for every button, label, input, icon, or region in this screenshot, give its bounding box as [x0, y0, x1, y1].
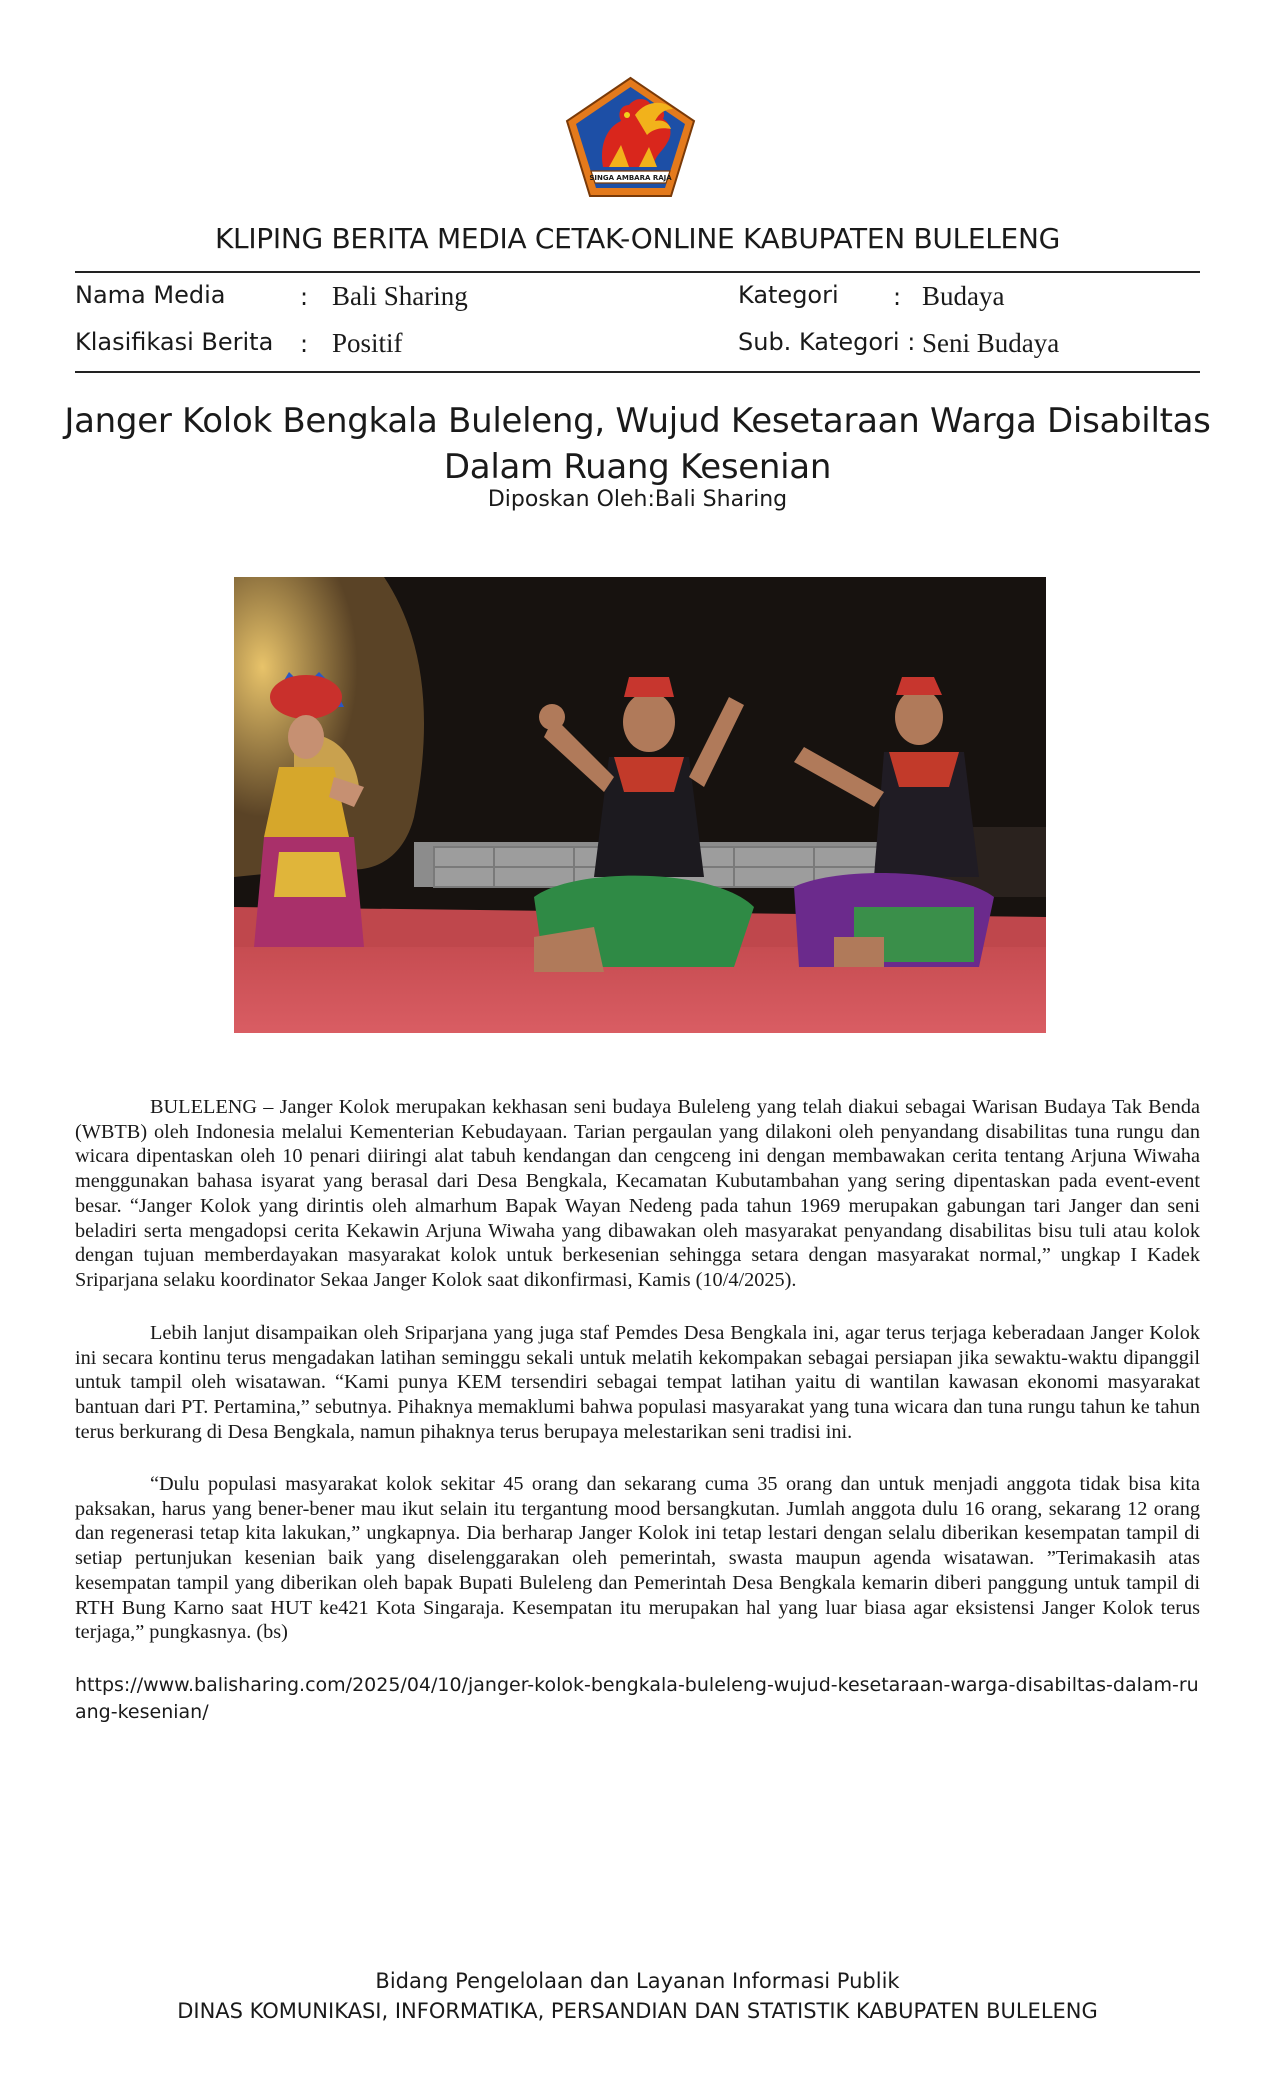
kategori-label: Kategori [738, 281, 839, 309]
article-photo [234, 577, 1046, 1033]
article-paragraph-3: “Dulu populasi masyarakat kolok sekitar 45 orang dan sekarang cuma 35 orang dan untuk menjadi anggota tidak bisa kita paksakan, harus yang bener-bener mau ikut selain itu tergantung mood bersangkutan. Jumlah anggota dulu 16 orang, sekarang 12 orang dan regenerasi tetap kita lakukan,” ungkapnya. Dia berharap Janger Kolok ini tetap lestari dengan selalu diberikan kesempatan tampil di setiap pertunjukan kesenian baik yang diselenggarakan oleh pemerintah, swasta maupun agenda wisatawan. ”Terimakasih atas kesempatan tampil yang diberikan oleh bapak Bupati Buleleng dan Pemerintah Desa Bengkala kemarin diberi panggung untuk tampil di RTH Bung Karno saat HUT ke421 Kota Singaraja. Kesempatan itu merupakan hal yang luar biasa agar eksistensi Janger Kolok terus terjaga,” pungkasnya. (bs) [75, 1473, 1200, 1644]
article-title-line-1: Janger Kolok Bengkala Buleleng, Wujud Kesetaraan Warga Disabiltas [64, 401, 1211, 441]
footer-agency: DINAS KOMUNIKASI, INFORMATIKA, PERSANDIAN DAN STATISTIK KABUPATEN BULELENG [177, 1999, 1098, 2023]
kategori-colon: : [893, 283, 902, 311]
kategori-value: Budaya [922, 281, 1005, 311]
header-divider-top [75, 271, 1200, 273]
footer-department: Bidang Pengelolaan dan Layanan Informasi Publik [375, 1969, 900, 1993]
buleleng-crest-logo [563, 75, 698, 200]
document-header-title: KLIPING BERITA MEDIA CETAK-ONLINE KABUPATEN BULELENG [214, 222, 1060, 255]
source-link[interactable]: https://www.balisharing.com/2025/04/10/janger-kolok-bengkala-buleleng-wujud-kesetaraan-warga-disabiltas-dalam-ruang-kesenian/ [75, 1674, 1199, 1723]
subkategori-value: Seni Budaya [922, 328, 1060, 358]
media-label: Nama Media [75, 281, 226, 309]
header-divider-bottom [75, 371, 1200, 373]
svg-text:SINGA AMBARA RAJA: SINGA AMBARA RAJA [589, 174, 672, 182]
article-paragraph-1: BULELENG – Janger Kolok merupakan kekhasan seni budaya Buleleng yang telah diakui sebagai Warisan Budaya Tak Benda (WBTB) oleh Indonesia melalui Kementerian Kebudayaan. Tarian pergaulan yang dilakoni oleh penyandang disabilitas tuna rungu dan wicara dipentaskan oleh 10 penari diiringi alat tabuh kendangan dan cengceng ini dengan membawakan cerita tentang Arjuna Wiwaha menggunakan bahasa isyarat yang berasal dari Desa Bengkala, Kecamatan Kubutambahan yang sering dipentaskan pada event-event besar. “Janger Kolok yang dirintis oleh almarhum Bapak Wayan Nedeng pada tahun 1969 merupakan gabungan tari Janger dan seni beladiri serta mengadopsi cerita Kekawin Arjuna Wiwaha yang dibawakan oleh masyarakat penyandang disabilitas bisu tuli atau kolok dengan tujuan memberdayakan masyarakat kolok untuk berkesenian sehingga setara dengan masyarakat normal,” ungkap I Kadek Sriparjana selaku koordinator Sekaa Janger Kolok saat dikonfirmasi, Kamis (10/4/2025). [75, 1096, 1200, 1291]
klasifikasi-label: Klasifikasi Berita [75, 328, 274, 356]
article-paragraph-2: Lebih lanjut disampaikan oleh Sriparjana yang juga staf Pemdes Desa Bengkala ini, agar terus terjaga keberadaan Janger Kolok ini secara kontinu terus mengadakan latihan seminggu sekali untuk melatih kekompakan sebagai persiapan jika sewaktu-waktu dipanggil untuk tampil oleh wisatawan. “Kami punya KEM tersendiri sebagai tempat latihan yaitu di wantilan kawasan ekonomi masyarakat bantuan dari PT. Pertamina,” sebutnya. Pihaknya memaklumi bahwa populasi masyarakat yang tuna wicara dan tuna rungu tahun ke tahun terus berkurang di Desa Bengkala, namun pihaknya terus berupaya melestarikan seni tradisi ini. [75, 1322, 1200, 1443]
klasifikasi-value: Positif [332, 328, 403, 358]
subkategori-label: Sub. Kategori : [738, 328, 916, 356]
klasifikasi-colon: : [300, 330, 309, 358]
article-title [60, 398, 1215, 490]
article-title-line-2: Dalam Ruang Kesenian [443, 447, 832, 487]
media-value: Bali Sharing [332, 281, 468, 311]
media-colon: : [300, 283, 309, 311]
article-byline: Diposkan Oleh:Bali Sharing [487, 487, 788, 512]
